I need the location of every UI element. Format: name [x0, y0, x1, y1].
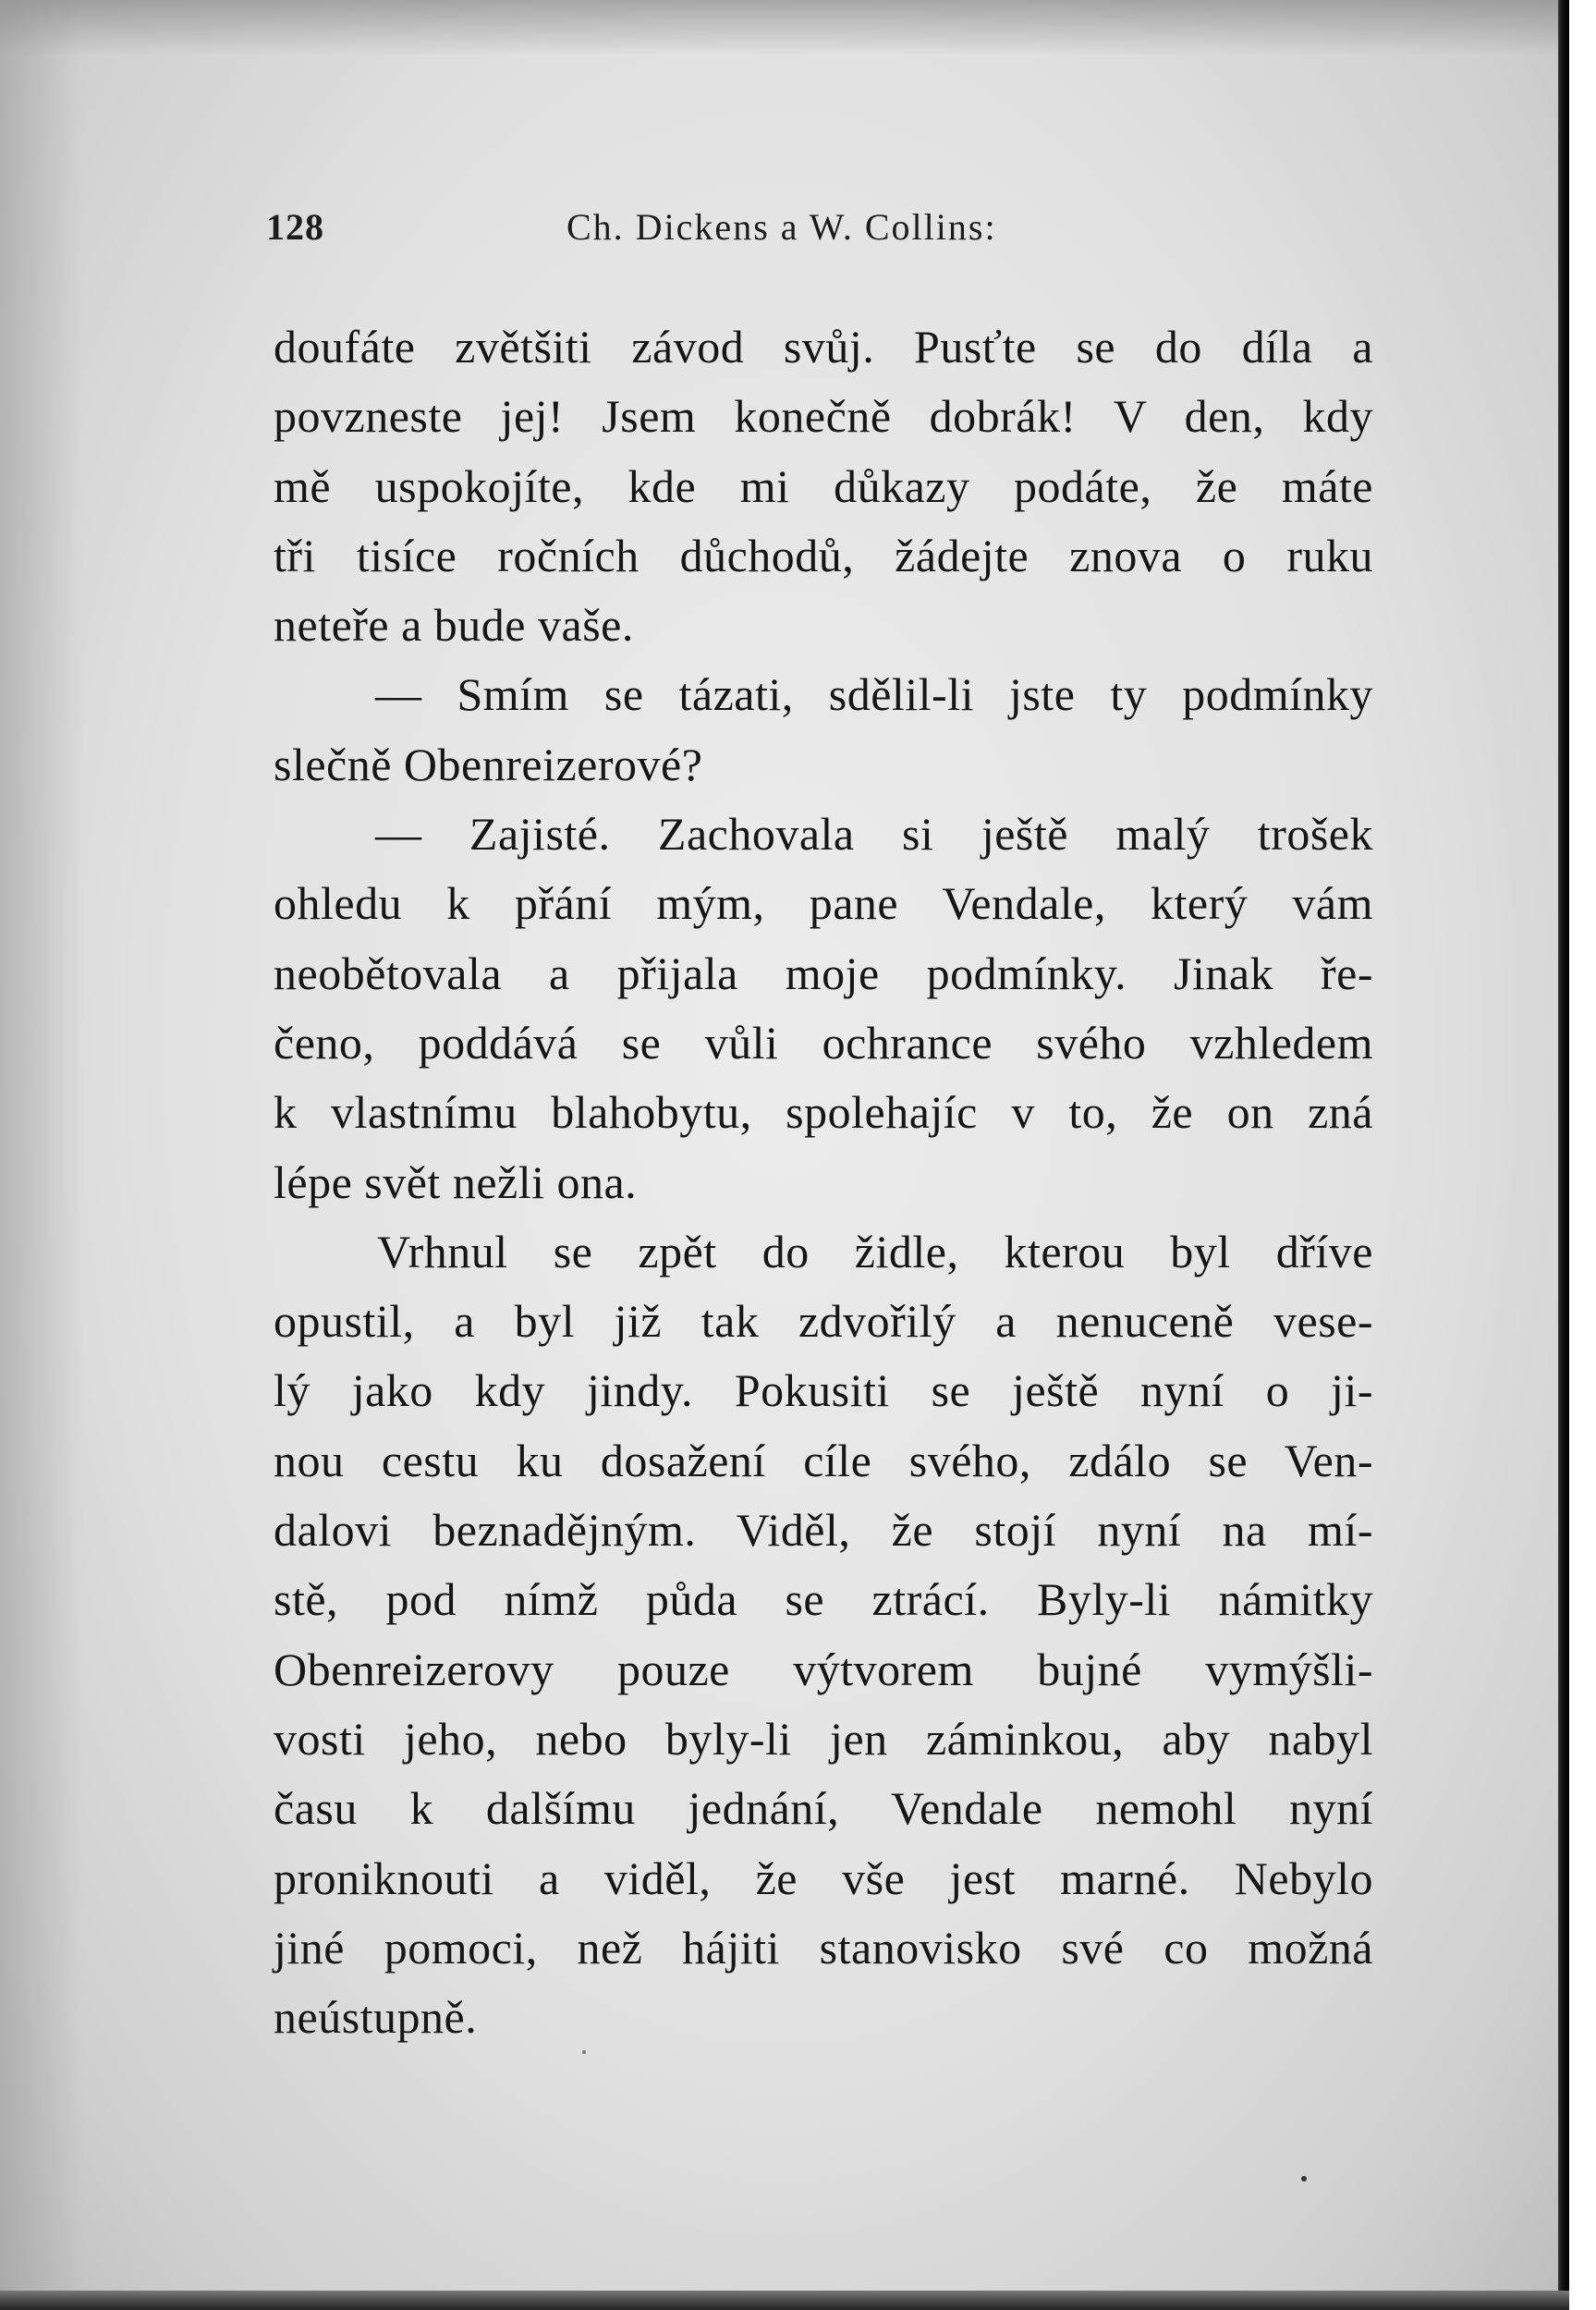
- text-line: opustil, a byl již tak zdvořilý a nenuceně vese-: [274, 1295, 1373, 1348]
- text-line: lépe svět nežli ona.: [274, 1155, 638, 1208]
- text-line: k vlastnímu blahobytu, spolehajíc v to, že on zná: [274, 1086, 1373, 1139]
- body-text: [274, 312, 1373, 2052]
- text-line: neteře a bude vaše.: [274, 599, 634, 652]
- text-line: čeno, poddává se vůli ochrance svého vzhledem: [274, 1016, 1373, 1069]
- text-line: vosti jeho, nebo byly-li jen záminkou, aby nabyl: [274, 1712, 1373, 1765]
- text-line: doufáte zvětšiti závod svůj. Pusťte se do díla a: [274, 321, 1373, 373]
- text-line: jiné pomoci, než hájiti stanovisko své co možná: [274, 1921, 1373, 1974]
- text-line: slečně Obenreizerové?: [274, 738, 703, 790]
- page-edge-bottom: [0, 2291, 1569, 2310]
- text-line: povzneste jej! Jsem konečně dobrák! V den, kdy: [274, 390, 1373, 443]
- text-line: Obenreizerovy pouze výtvorem bujné vymýšli-: [274, 1643, 1373, 1695]
- text-line: ohledu k přání mým, pane Vendale, který vám: [274, 877, 1373, 930]
- text-line: neobětovala a přijala moje podmínky. Jinak ře-: [274, 947, 1373, 999]
- text-line: neústupně.: [274, 1991, 478, 2044]
- page-shadow-top: [0, 0, 1562, 55]
- text-line: mě uspokojíte, kde mi důkazy podáte, že máte: [274, 459, 1373, 512]
- scan-margin-right: [1569, 0, 1596, 2310]
- text-line: stě, pod nímž půda se ztrácí. Byly-li námitky: [274, 1573, 1373, 1626]
- running-head-title: Ch. Dickens a W. Collins:: [567, 206, 997, 248]
- text-line: proniknouti a viděl, že vše jest marné. Nebylo: [274, 1852, 1373, 1904]
- page-shadow-left: [0, 0, 83, 2310]
- running-head: [266, 205, 1283, 251]
- text-line: — Smím se tázati, sdělil-li jste ty podmínky: [375, 668, 1373, 721]
- text-line: — Zajisté. Zachovala si ještě malý trošek: [375, 808, 1373, 861]
- page-number: 128: [266, 206, 324, 248]
- text-line: tři tisíce ročních důchodů, žádejte znova o ruku: [274, 529, 1373, 581]
- scan-speck: [582, 2050, 586, 2054]
- text-line: Vrhnul se zpět do židle, kterou byl dříve: [377, 1225, 1373, 1277]
- page-edge-right: [1558, 0, 1569, 2310]
- text-line: času k dalšímu jednání, Vendale nemohl nyní: [274, 1782, 1373, 1835]
- scan-speck: [1301, 2176, 1307, 2182]
- text-line: dalovi beznadějným. Viděl, že stojí nyní na mí-: [274, 1504, 1373, 1557]
- text-line: nou cestu ku dosažení cíle svého, zdálo se Ven-: [274, 1434, 1373, 1486]
- text-line: lý jako kdy jindy. Pokusiti se ještě nyní o ji-: [274, 1364, 1373, 1417]
